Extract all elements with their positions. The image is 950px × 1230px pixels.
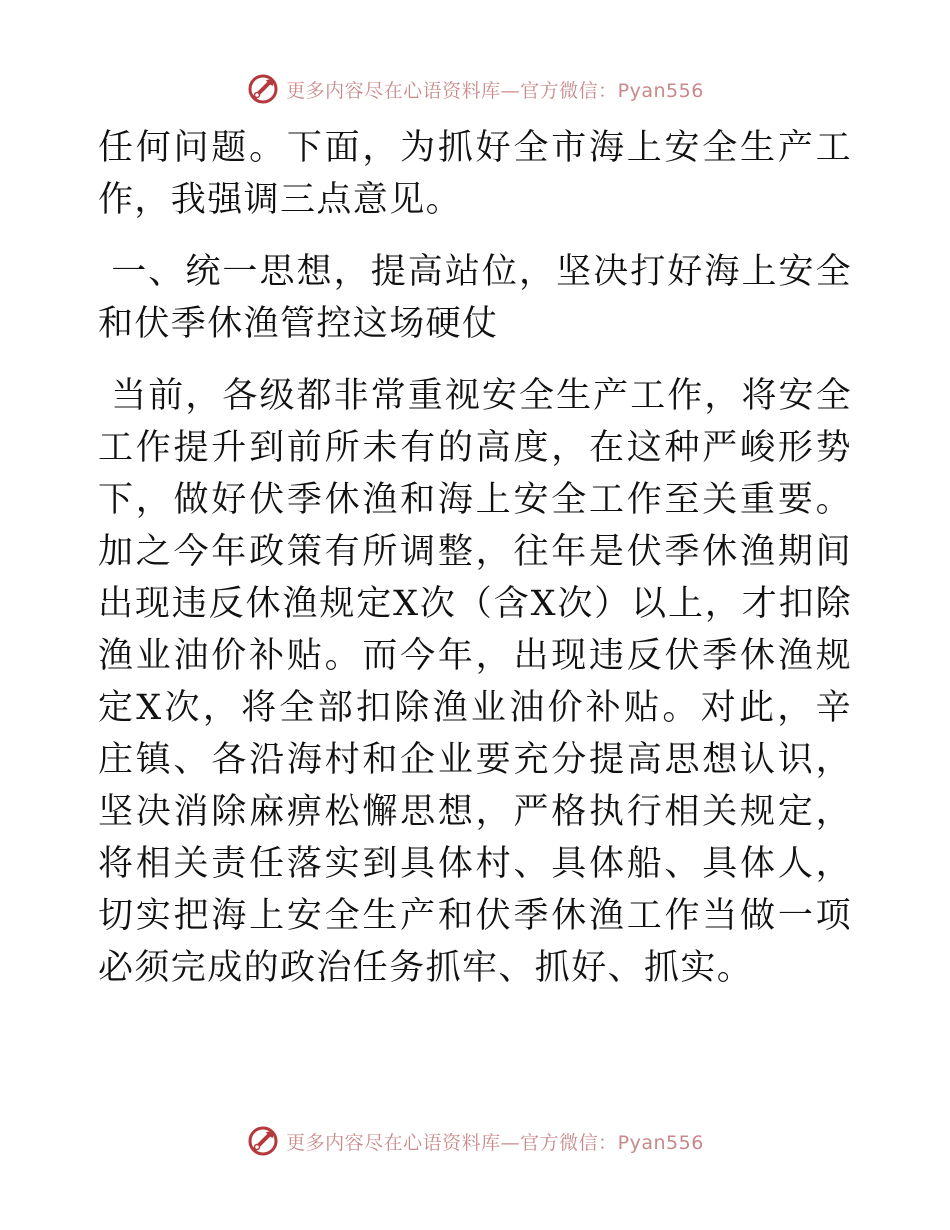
watermark-text: [286, 1128, 704, 1155]
paragraph-intro: 任何问题。下面，为抓好全市海上安全生产工作，我强调三点意见。: [98, 128, 852, 220]
watermark-main: 更多内容尽在心语资料库—官方微信：: [286, 79, 618, 102]
document-body: [98, 122, 852, 994]
section-heading: 一、统一思想，提高站位，坚决打好海上安全和伏季休渔管控这场硬仗: [98, 252, 852, 344]
watermark-id: Pyan556: [617, 1131, 704, 1154]
watermark-main: 更多内容尽在心语资料库—官方微信：: [286, 1131, 618, 1154]
watermark-text: [286, 76, 704, 103]
quill-logo-icon: [246, 1124, 280, 1158]
quill-logo-icon: [246, 72, 280, 106]
watermark-id: Pyan556: [617, 79, 704, 102]
paragraph-body: 当前，各级都非常重视安全生产工作，将安全工作提升到前所未有的高度，在这种严峻形势下，做好伏季休渔和海上安全工作至关重要。加之今年政策有所调整，往年是伏季休渔期间出现违反休渔规定X次（含X次）以上，才扣除渔业油价补贴。而今年，出现违反伏季休渔规定X次，将全部扣除渔业油价补贴。对此，辛庄镇、各沿海村和企业要充分提高思想认识，坚决消除麻痹松懈思想，严格执行相关规定，将相关责任落实到具体村、具体船、具体人，切实把海上安全生产和伏季休渔工作当做一项必须完成的政治任务抓牢、抓好、抓实。: [98, 376, 852, 988]
header-watermark: [0, 72, 950, 106]
footer-watermark: [0, 1124, 950, 1158]
